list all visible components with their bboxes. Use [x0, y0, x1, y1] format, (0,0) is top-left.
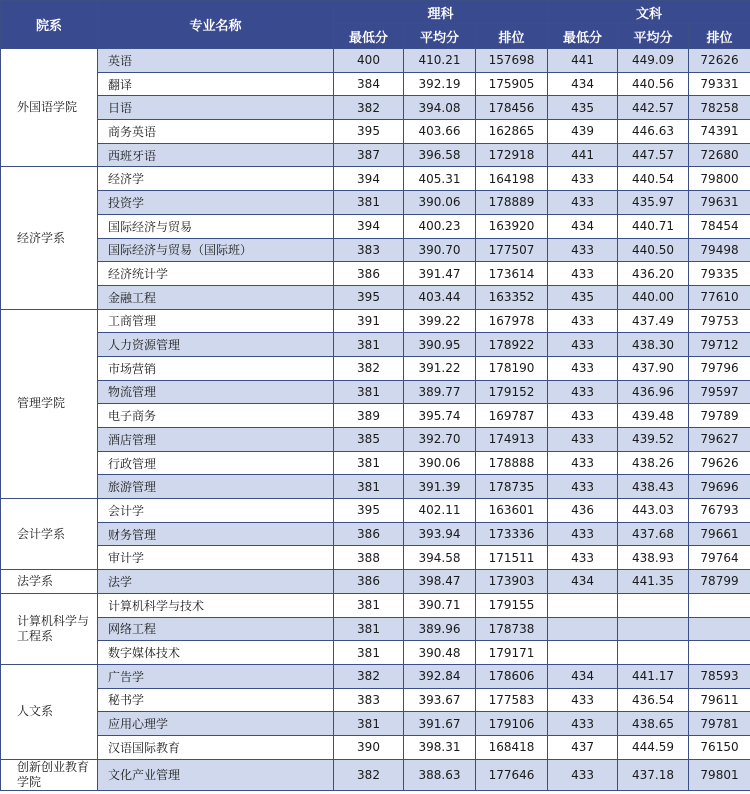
- liberal-min-cell: 437: [548, 735, 618, 759]
- department-cell: 创新创业教育学院: [1, 759, 98, 790]
- major-cell: 计算机科学与技术: [98, 593, 334, 617]
- major-cell: 数字媒体技术: [98, 641, 334, 665]
- science-min-cell: 382: [334, 96, 404, 120]
- major-cell: 金融工程: [98, 285, 334, 309]
- science-rank-cell: 178922: [476, 333, 548, 357]
- major-cell: 国际经济与贸易: [98, 214, 334, 238]
- liberal-avg-cell: 440.54: [618, 167, 689, 191]
- science-min-cell: 383: [334, 238, 404, 262]
- major-cell: 人力资源管理: [98, 333, 334, 357]
- science-min-cell: 383: [334, 688, 404, 712]
- department-cell: 人文系: [1, 664, 98, 759]
- liberal-avg-cell: 446.63: [618, 120, 689, 144]
- science-min-cell: 390: [334, 735, 404, 759]
- liberal-rank-cell: 79764: [689, 546, 750, 570]
- table-row: [1, 380, 750, 404]
- department-cell: 会计学系: [1, 499, 98, 570]
- science-rank-cell: 174913: [476, 428, 548, 452]
- science-avg-cell: 399.22: [404, 309, 476, 333]
- science-avg-cell: 390.71: [404, 593, 476, 617]
- major-cell: 秘书学: [98, 688, 334, 712]
- science-min-cell: 381: [334, 641, 404, 665]
- liberal-min-cell: 439: [548, 120, 618, 144]
- science-avg-cell: 396.58: [404, 143, 476, 167]
- table-row: [1, 428, 750, 452]
- science-min-cell: 381: [334, 333, 404, 357]
- header-liberal-avg: 平均分: [618, 24, 689, 49]
- science-rank-cell: 177583: [476, 688, 548, 712]
- major-cell: 经济统计学: [98, 262, 334, 286]
- major-cell: 经济学: [98, 167, 334, 191]
- liberal-min-cell: 434: [548, 214, 618, 238]
- table-row: [1, 759, 750, 790]
- science-rank-cell: 167978: [476, 309, 548, 333]
- liberal-avg-cell: 447.57: [618, 143, 689, 167]
- liberal-min-cell: 433: [548, 167, 618, 191]
- major-cell: 网络工程: [98, 617, 334, 641]
- table-row: [1, 356, 750, 380]
- liberal-min-cell: 433: [548, 546, 618, 570]
- science-rank-cell: 178606: [476, 664, 548, 688]
- liberal-rank-cell: 79661: [689, 522, 750, 546]
- science-avg-cell: 394.58: [404, 546, 476, 570]
- science-rank-cell: 172918: [476, 143, 548, 167]
- liberal-min-cell: 433: [548, 356, 618, 380]
- liberal-min-cell: 435: [548, 96, 618, 120]
- table-row: [1, 688, 750, 712]
- science-avg-cell: 389.77: [404, 380, 476, 404]
- liberal-rank-cell: 79597: [689, 380, 750, 404]
- table-row: [1, 96, 750, 120]
- department-cell: 经济学系: [1, 167, 98, 309]
- liberal-rank-cell: 78593: [689, 664, 750, 688]
- science-min-cell: 387: [334, 143, 404, 167]
- science-min-cell: 381: [334, 617, 404, 641]
- liberal-rank-cell: 76150: [689, 735, 750, 759]
- science-avg-cell: 393.94: [404, 522, 476, 546]
- major-cell: 西班牙语: [98, 143, 334, 167]
- science-rank-cell: 175905: [476, 72, 548, 96]
- liberal-min-cell: 433: [548, 475, 618, 499]
- major-cell: 行政管理: [98, 451, 334, 475]
- liberal-min-cell: 433: [548, 262, 618, 286]
- table-row: [1, 475, 750, 499]
- header-liberal-arts-group: 文科: [548, 1, 750, 24]
- table-row: [1, 262, 750, 286]
- liberal-avg-cell: 440.50: [618, 238, 689, 262]
- major-cell: 国际经济与贸易（国际班）: [98, 238, 334, 262]
- liberal-min-cell: 433: [548, 451, 618, 475]
- liberal-rank-cell: 79789: [689, 404, 750, 428]
- header-major: 专业名称: [98, 1, 334, 49]
- liberal-avg-cell: 441.35: [618, 570, 689, 594]
- major-cell: 法学: [98, 570, 334, 594]
- liberal-avg-cell: 440.71: [618, 214, 689, 238]
- liberal-rank-cell: 79631: [689, 191, 750, 215]
- table-row: [1, 712, 750, 736]
- table-row: [1, 214, 750, 238]
- science-avg-cell: 391.39: [404, 475, 476, 499]
- science-rank-cell: 178190: [476, 356, 548, 380]
- science-min-cell: 382: [334, 356, 404, 380]
- science-rank-cell: 179106: [476, 712, 548, 736]
- science-avg-cell: 398.47: [404, 570, 476, 594]
- department-cell: 法学系: [1, 570, 98, 594]
- science-rank-cell: 162865: [476, 120, 548, 144]
- liberal-rank-cell: 72626: [689, 49, 750, 73]
- liberal-rank-cell: [689, 593, 750, 617]
- table-row: [1, 167, 750, 191]
- major-cell: 日语: [98, 96, 334, 120]
- major-cell: 汉语国际教育: [98, 735, 334, 759]
- science-min-cell: 381: [334, 451, 404, 475]
- science-min-cell: 381: [334, 593, 404, 617]
- header-liberal-min: 最低分: [548, 24, 618, 49]
- table-row: [1, 593, 750, 617]
- liberal-avg-cell: 436.96: [618, 380, 689, 404]
- liberal-avg-cell: [618, 617, 689, 641]
- science-min-cell: 385: [334, 428, 404, 452]
- liberal-avg-cell: 437.90: [618, 356, 689, 380]
- major-cell: 审计学: [98, 546, 334, 570]
- liberal-min-cell: 434: [548, 72, 618, 96]
- major-cell: 物流管理: [98, 380, 334, 404]
- science-min-cell: 389: [334, 404, 404, 428]
- liberal-min-cell: 433: [548, 712, 618, 736]
- table-row: [1, 735, 750, 759]
- liberal-min-cell: [548, 617, 618, 641]
- science-avg-cell: 391.67: [404, 712, 476, 736]
- science-rank-cell: 178888: [476, 451, 548, 475]
- liberal-avg-cell: 437.18: [618, 759, 689, 790]
- liberal-min-cell: 433: [548, 428, 618, 452]
- science-min-cell: 386: [334, 522, 404, 546]
- science-min-cell: 395: [334, 499, 404, 523]
- liberal-min-cell: 434: [548, 664, 618, 688]
- liberal-avg-cell: 436.54: [618, 688, 689, 712]
- science-min-cell: 381: [334, 475, 404, 499]
- science-rank-cell: 157698: [476, 49, 548, 73]
- header-liberal-rank: 排位: [689, 24, 750, 49]
- table-row: [1, 143, 750, 167]
- science-rank-cell: 179171: [476, 641, 548, 665]
- science-min-cell: 386: [334, 262, 404, 286]
- table-row: [1, 522, 750, 546]
- science-avg-cell: 391.22: [404, 356, 476, 380]
- table-row: [1, 451, 750, 475]
- header-science-rank: 排位: [476, 24, 548, 49]
- department-cell: 计算机科学与工程系: [1, 593, 98, 664]
- liberal-avg-cell: 437.68: [618, 522, 689, 546]
- table-row: [1, 570, 750, 594]
- science-rank-cell: 179155: [476, 593, 548, 617]
- science-min-cell: 382: [334, 664, 404, 688]
- science-avg-cell: 393.67: [404, 688, 476, 712]
- liberal-min-cell: 433: [548, 759, 618, 790]
- liberal-avg-cell: 443.03: [618, 499, 689, 523]
- major-cell: 翻译: [98, 72, 334, 96]
- liberal-min-cell: 435: [548, 285, 618, 309]
- major-cell: 商务英语: [98, 120, 334, 144]
- liberal-avg-cell: 438.43: [618, 475, 689, 499]
- major-cell: 电子商务: [98, 404, 334, 428]
- liberal-avg-cell: 438.65: [618, 712, 689, 736]
- liberal-avg-cell: 438.30: [618, 333, 689, 357]
- liberal-rank-cell: 79753: [689, 309, 750, 333]
- science-rank-cell: 178738: [476, 617, 548, 641]
- liberal-avg-cell: 441.17: [618, 664, 689, 688]
- science-min-cell: 395: [334, 285, 404, 309]
- science-avg-cell: 390.95: [404, 333, 476, 357]
- liberal-rank-cell: 79696: [689, 475, 750, 499]
- table-row: [1, 664, 750, 688]
- liberal-avg-cell: 437.49: [618, 309, 689, 333]
- liberal-avg-cell: 440.56: [618, 72, 689, 96]
- science-min-cell: 395: [334, 120, 404, 144]
- header-department: 院系: [1, 1, 98, 49]
- liberal-rank-cell: 79712: [689, 333, 750, 357]
- science-avg-cell: 398.31: [404, 735, 476, 759]
- science-min-cell: 382: [334, 759, 404, 790]
- liberal-avg-cell: 440.00: [618, 285, 689, 309]
- liberal-avg-cell: 436.20: [618, 262, 689, 286]
- science-rank-cell: 163920: [476, 214, 548, 238]
- liberal-min-cell: 433: [548, 380, 618, 404]
- table-row: [1, 404, 750, 428]
- liberal-rank-cell: 78799: [689, 570, 750, 594]
- header-science-min: 最低分: [334, 24, 404, 49]
- liberal-rank-cell: 79626: [689, 451, 750, 475]
- liberal-rank-cell: [689, 617, 750, 641]
- liberal-min-cell: 433: [548, 688, 618, 712]
- table-row: [1, 309, 750, 333]
- liberal-min-cell: 436: [548, 499, 618, 523]
- major-cell: 广告学: [98, 664, 334, 688]
- table-row: [1, 546, 750, 570]
- liberal-rank-cell: 79331: [689, 72, 750, 96]
- liberal-avg-cell: 442.57: [618, 96, 689, 120]
- table-row: [1, 49, 750, 73]
- science-min-cell: 381: [334, 191, 404, 215]
- header-science-group: 理科: [334, 1, 548, 24]
- liberal-avg-cell: 435.97: [618, 191, 689, 215]
- science-min-cell: 394: [334, 167, 404, 191]
- liberal-min-cell: [548, 593, 618, 617]
- liberal-avg-cell: 439.48: [618, 404, 689, 428]
- science-rank-cell: 173614: [476, 262, 548, 286]
- science-min-cell: 381: [334, 380, 404, 404]
- science-rank-cell: 171511: [476, 546, 548, 570]
- science-min-cell: 388: [334, 546, 404, 570]
- science-avg-cell: 390.06: [404, 191, 476, 215]
- science-rank-cell: 178456: [476, 96, 548, 120]
- science-avg-cell: 403.66: [404, 120, 476, 144]
- liberal-rank-cell: 79800: [689, 167, 750, 191]
- liberal-avg-cell: 438.93: [618, 546, 689, 570]
- major-cell: 市场营销: [98, 356, 334, 380]
- table-row: [1, 285, 750, 309]
- liberal-rank-cell: 79801: [689, 759, 750, 790]
- science-avg-cell: 392.84: [404, 664, 476, 688]
- liberal-avg-cell: [618, 593, 689, 617]
- major-cell: 文化产业管理: [98, 759, 334, 790]
- science-rank-cell: 163352: [476, 285, 548, 309]
- liberal-rank-cell: 72680: [689, 143, 750, 167]
- liberal-avg-cell: 438.26: [618, 451, 689, 475]
- table-row: [1, 72, 750, 96]
- science-avg-cell: 390.48: [404, 641, 476, 665]
- liberal-avg-cell: 439.52: [618, 428, 689, 452]
- liberal-rank-cell: 79781: [689, 712, 750, 736]
- major-cell: 应用心理学: [98, 712, 334, 736]
- liberal-min-cell: 433: [548, 191, 618, 215]
- science-rank-cell: 178889: [476, 191, 548, 215]
- science-rank-cell: 179152: [476, 380, 548, 404]
- liberal-rank-cell: 79611: [689, 688, 750, 712]
- science-rank-cell: 177507: [476, 238, 548, 262]
- table-row: [1, 238, 750, 262]
- liberal-min-cell: 441: [548, 143, 618, 167]
- liberal-rank-cell: 79627: [689, 428, 750, 452]
- liberal-min-cell: 433: [548, 309, 618, 333]
- major-cell: 酒店管理: [98, 428, 334, 452]
- liberal-rank-cell: [689, 641, 750, 665]
- table-row: [1, 191, 750, 215]
- science-avg-cell: 400.23: [404, 214, 476, 238]
- liberal-rank-cell: 74391: [689, 120, 750, 144]
- science-avg-cell: 391.47: [404, 262, 476, 286]
- table-row: [1, 499, 750, 523]
- liberal-rank-cell: 79796: [689, 356, 750, 380]
- liberal-rank-cell: 78258: [689, 96, 750, 120]
- header-science-avg: 平均分: [404, 24, 476, 49]
- science-rank-cell: 168418: [476, 735, 548, 759]
- liberal-avg-cell: [618, 641, 689, 665]
- liberal-avg-cell: 449.09: [618, 49, 689, 73]
- science-avg-cell: 410.21: [404, 49, 476, 73]
- liberal-min-cell: 433: [548, 238, 618, 262]
- science-rank-cell: 163601: [476, 499, 548, 523]
- science-min-cell: 391: [334, 309, 404, 333]
- science-rank-cell: 173336: [476, 522, 548, 546]
- major-cell: 投资学: [98, 191, 334, 215]
- science-min-cell: 400: [334, 49, 404, 73]
- major-cell: 旅游管理: [98, 475, 334, 499]
- liberal-rank-cell: 78454: [689, 214, 750, 238]
- table-body: [1, 49, 750, 791]
- science-min-cell: 384: [334, 72, 404, 96]
- science-avg-cell: 390.70: [404, 238, 476, 262]
- science-rank-cell: 169787: [476, 404, 548, 428]
- table-row: [1, 641, 750, 665]
- science-avg-cell: 390.06: [404, 451, 476, 475]
- department-cell: 外国语学院: [1, 49, 98, 167]
- liberal-min-cell: 433: [548, 333, 618, 357]
- liberal-avg-cell: 444.59: [618, 735, 689, 759]
- major-cell: 工商管理: [98, 309, 334, 333]
- science-avg-cell: 394.08: [404, 96, 476, 120]
- science-avg-cell: 405.31: [404, 167, 476, 191]
- table-row: [1, 120, 750, 144]
- science-rank-cell: 173903: [476, 570, 548, 594]
- liberal-rank-cell: 79335: [689, 262, 750, 286]
- science-rank-cell: 164198: [476, 167, 548, 191]
- science-avg-cell: 392.70: [404, 428, 476, 452]
- science-avg-cell: 392.19: [404, 72, 476, 96]
- liberal-rank-cell: 77610: [689, 285, 750, 309]
- table-row: [1, 617, 750, 641]
- science-min-cell: 394: [334, 214, 404, 238]
- liberal-min-cell: 434: [548, 570, 618, 594]
- science-avg-cell: 388.63: [404, 759, 476, 790]
- science-rank-cell: 178735: [476, 475, 548, 499]
- liberal-min-cell: [548, 641, 618, 665]
- science-avg-cell: 402.11: [404, 499, 476, 523]
- liberal-rank-cell: 79498: [689, 238, 750, 262]
- department-cell: 管理学院: [1, 309, 98, 499]
- liberal-min-cell: 433: [548, 404, 618, 428]
- major-cell: 英语: [98, 49, 334, 73]
- science-rank-cell: 177646: [476, 759, 548, 790]
- science-avg-cell: 389.96: [404, 617, 476, 641]
- major-cell: 财务管理: [98, 522, 334, 546]
- liberal-rank-cell: 76793: [689, 499, 750, 523]
- science-min-cell: 386: [334, 570, 404, 594]
- science-avg-cell: 403.44: [404, 285, 476, 309]
- science-min-cell: 381: [334, 712, 404, 736]
- table-row: [1, 333, 750, 357]
- liberal-min-cell: 441: [548, 49, 618, 73]
- science-avg-cell: 395.74: [404, 404, 476, 428]
- liberal-min-cell: 433: [548, 522, 618, 546]
- major-cell: 会计学: [98, 499, 334, 523]
